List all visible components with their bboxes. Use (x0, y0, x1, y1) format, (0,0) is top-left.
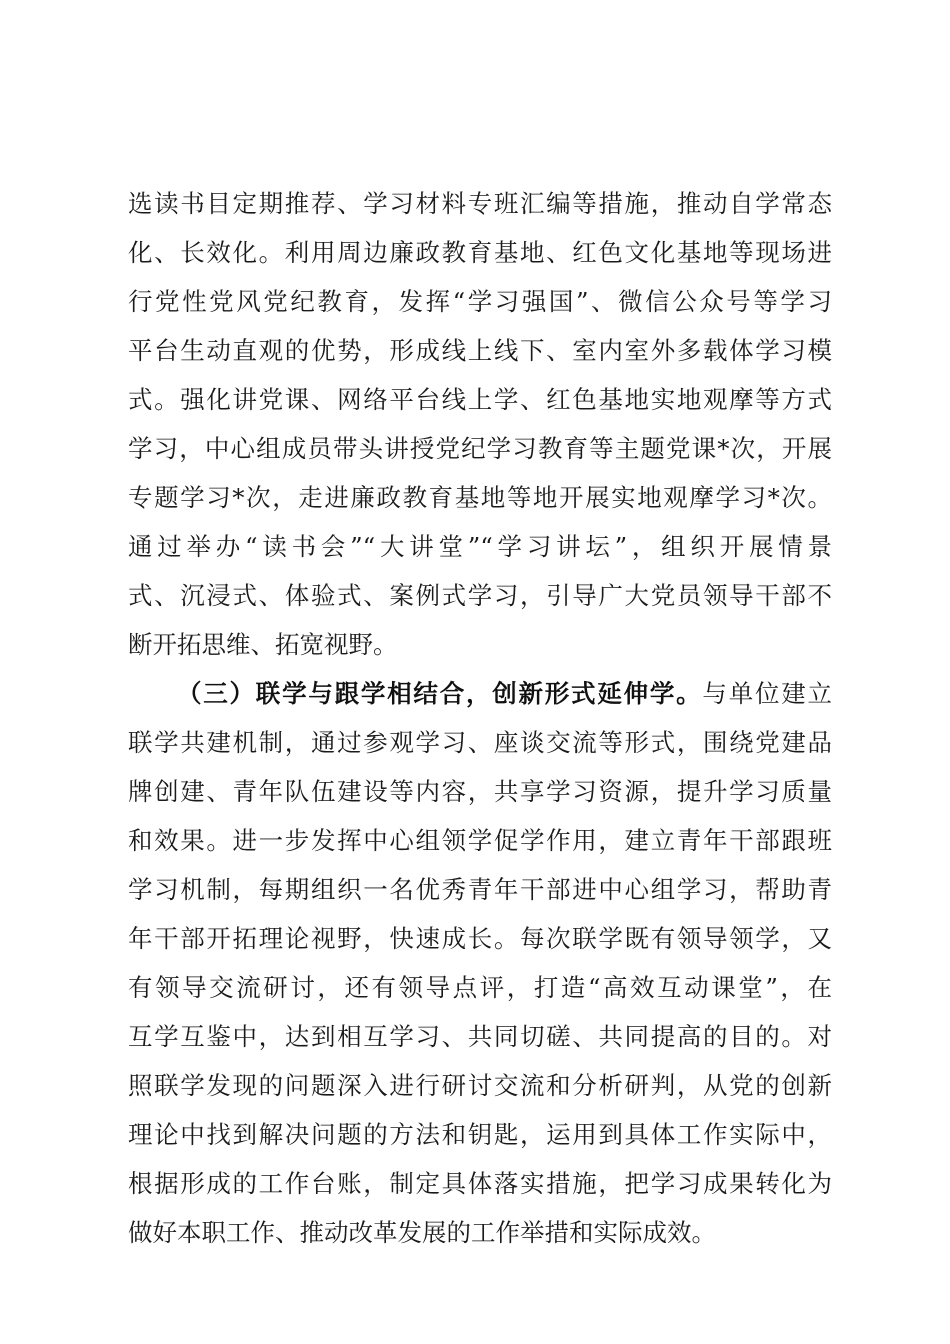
paragraph-1-line-9: 式、沉浸式、体验式、案例式学习，引导广大党员领导干部不 (128, 581, 832, 610)
paragraph-1-line-2: 化、长效化。利用周边廉政教育基地、红色文化基地等现场进 (128, 238, 832, 267)
paragraph-1-line-3: 行党性党风党纪教育，发挥“学习强国”、微信公众号等学习 (128, 287, 832, 316)
paragraph-2-line-2: 联学共建机制，通过参观学习、座谈交流等形式，围绕党建品 (128, 728, 832, 757)
paragraph-2-line-11: 根据形成的工作台账，制定具体落实措施，把学习成果转化为 (128, 1169, 832, 1198)
paragraph-2-line-7: 有领导交流研讨，还有领导点评，打造“高效互动课堂”，在 (128, 973, 832, 1002)
paragraph-2-line-3: 牌创建、青年队伍建设等内容，共享学习资源，提升学习质量 (128, 777, 832, 806)
paragraph-1-line-4: 平台生动直观的优势，形成线上线下、室内室外多载体学习模 (128, 336, 832, 365)
section-heading: （三）联学与跟学相结合，创新形式延伸学。 (177, 679, 703, 708)
paragraph-1-line-1: 选读书目定期推荐、学习材料专班汇编等措施，推动自学常态 (128, 189, 832, 218)
paragraph-1-line-6: 学习，中心组成员带头讲授党纪学习教育等主题党课*次，开展 (128, 434, 832, 463)
paragraph-1-line-8: 通过举办“读书会”“大讲堂”“学习讲坛”，组织开展情景 (128, 532, 832, 561)
paragraph-2-first-line-text: 与单位建立 (702, 679, 833, 708)
paragraph-2-first-line (177, 671, 832, 717)
paragraph-2-line-6: 年干部开拓理论视野，快速成长。每次联学既有领导领学，又 (128, 924, 832, 953)
paragraph-2-line-10: 理论中找到解决问题的方法和钥匙，运用到具体工作实际中， (128, 1120, 832, 1149)
paragraph-1-line-5: 式。强化讲党课、网络平台线上学、红色基地实地观摩等方式 (128, 385, 832, 414)
paragraph-2-line-12: 做好本职工作、推动改革发展的工作举措和实际成效。 (128, 1218, 716, 1247)
paragraph-2-line-8: 互学互鉴中，达到相互学习、共同切磋、共同提高的目的。对 (128, 1022, 832, 1051)
paragraph-2-line-5: 学习机制，每期组织一名优秀青年干部进中心组学习，帮助青 (128, 875, 832, 904)
paragraph-1-line-10: 断开拓思维、拓宽视野。 (128, 630, 398, 659)
paragraph-2-line-4: 和效果。进一步发挥中心组领学促学作用，建立青年干部跟班 (128, 826, 832, 855)
paragraph-1-line-7: 专题学习*次，走进廉政教育基地等地开展实地观摩学习*次。 (128, 483, 832, 512)
paragraph-2-line-9: 照联学发现的问题深入进行研讨交流和分析研判，从党的创新 (128, 1071, 832, 1100)
